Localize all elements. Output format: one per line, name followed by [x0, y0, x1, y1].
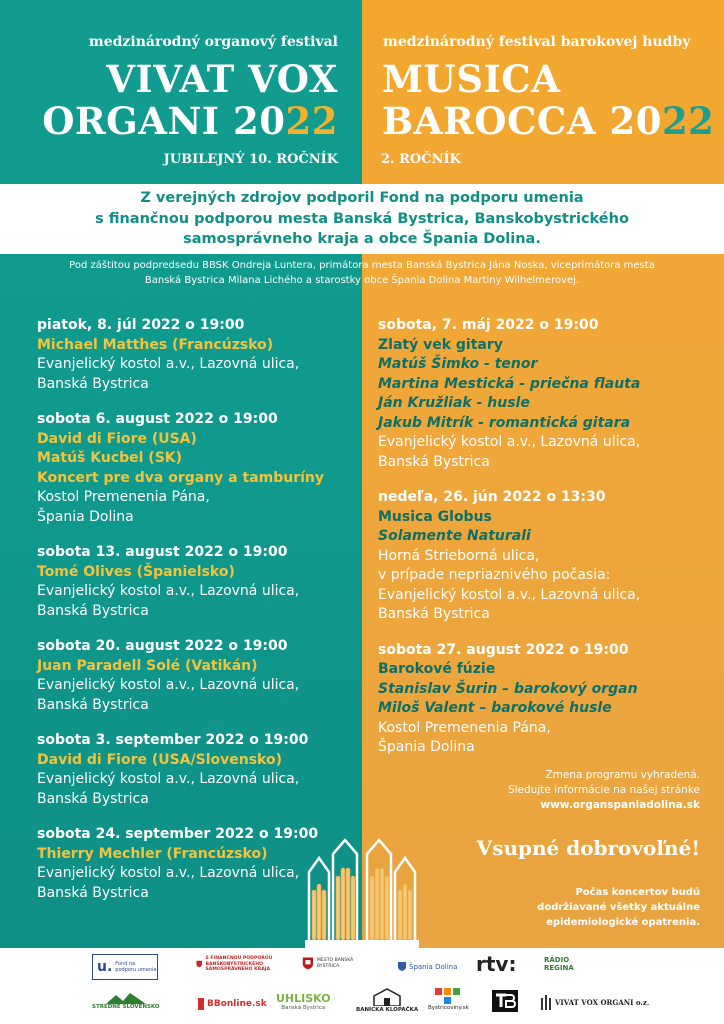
uhlisko-logo-sub: Banská Bystrica: [281, 1005, 326, 1011]
event-date: sobota 3. september 2022 o 19:00: [37, 732, 309, 748]
right-title-year-accent: 22: [661, 99, 715, 143]
left-title-line2: [42, 100, 338, 142]
building-icon: [372, 988, 402, 1006]
patronage-text: [0, 254, 724, 288]
event-venue-line: Špania Dolina: [378, 739, 475, 755]
covid-line: epidemiologické opatrenia.: [546, 917, 700, 928]
event-performer: David di Fiore (USA/Slovensko): [37, 751, 283, 768]
event-block: [378, 488, 708, 625]
klopacka-logo-text: BANÍCKA KLOPAČKA: [356, 1007, 419, 1013]
baroque-festival-program: [378, 316, 708, 774]
uhlisko-logo-text: UHLISKO: [276, 992, 331, 1005]
event-venue-line: Evanjelický kostol a.v., Lazovná ulica,: [37, 356, 300, 372]
event-venue-line: Banská Bystrica: [378, 453, 490, 470]
support-line: samosprávneho kraja a obce Špania Dolina.: [183, 231, 541, 247]
spania-logo: [398, 962, 457, 971]
bbonline-mark-icon: [198, 998, 204, 1010]
banicka-klopacka-logo: [356, 988, 418, 1013]
event-venue-line: Banská Bystrica: [37, 884, 149, 901]
vivat-vox-organi-oz-logo: [540, 994, 649, 1010]
uhlisko-logo: [276, 992, 331, 1011]
rtv-logo: [476, 952, 516, 976]
vivat-logo-text: VIVAT VOX ORGANI o.z.: [555, 997, 650, 1007]
bystricoviny-logo-text: Bystricoviny.sk: [428, 1005, 469, 1011]
event-venue-line: Kostol Premenenia Pána,: [37, 489, 210, 505]
event-venue-line: Banská Bystrica: [37, 696, 149, 713]
event-performer: Matúš Kucbel (SK): [37, 450, 183, 466]
event-performer: Matúš Šimko - tenor: [378, 356, 538, 372]
event-ensemble: Musica Globus: [378, 508, 492, 525]
covid-line: dodržiavané všetky aktuálne: [537, 902, 700, 913]
event-venue-line: Evanjelický kostol a.v., Lazovná ulica,: [37, 583, 300, 599]
patronage-line: Banská Bystrica Milana Lichého a starostky obce Špania Dolina Martiny Wilhelmerovej.: [144, 275, 580, 286]
event-block: [378, 316, 708, 472]
tb-mark-icon: [492, 990, 518, 1012]
fpu-mark-icon: u.: [97, 959, 113, 975]
event-date: piatok, 8. júl 2022 o 19:00: [37, 317, 245, 333]
squares-icon: [435, 988, 461, 1004]
spania-logo-text: Špania Dolina: [409, 962, 458, 971]
right-edition: 2. ROČNÍK: [381, 152, 461, 167]
free-entry-label: Vsupné dobrovoľné!: [476, 836, 700, 860]
event-venue-line: Banská Bystrica: [378, 606, 490, 622]
event-block: [37, 543, 367, 621]
bbsk-crest-icon: [196, 956, 202, 972]
mesto-logo-text: MESTO BANSKÁ BYSTRICA: [316, 957, 354, 969]
radio-regina-logo: [544, 956, 574, 972]
event-venue-line: Horná Strieborná ulica,: [378, 547, 540, 564]
event-ensemble: Zlatý vek gitary: [378, 336, 503, 353]
event-date: sobota 27. august 2022 o 19:00: [378, 641, 629, 658]
event-date: sobota 13. august 2022 o 19:00: [37, 544, 288, 560]
bbonline-logo-text: BBonline.sk: [207, 999, 267, 1009]
event-performer: Tomé Olives (Španielsko): [37, 563, 235, 580]
bystricoviny-logo: [428, 988, 469, 1011]
event-venue-line: Evanjelický kostol a.v., Lazovná ulica,: [378, 434, 641, 450]
event-block: [37, 316, 367, 394]
event-venue-line: Evanjelický kostol a.v., Lazovná ulica,: [37, 677, 300, 693]
event-block: [37, 731, 367, 809]
program-notice: [508, 768, 700, 813]
left-edition: JUBILEJNÝ 10. ROČNÍK: [163, 152, 338, 167]
left-title-line1: VIVAT VOX: [106, 57, 338, 101]
event-ensemble: Barokové fúzie: [378, 661, 496, 677]
right-title-line2: [382, 100, 714, 142]
right-title-line1: MUSICA: [382, 57, 561, 101]
event-venue-line: Banská Bystrica: [37, 790, 149, 807]
event-venue-line: Evanjelický kostol a.v., Lazovná ulica,: [37, 771, 300, 787]
event-date: sobota 20. august 2022 o 19:00: [37, 638, 288, 654]
notice-line: Zmena programu vyhradená.: [545, 769, 700, 781]
event-date: sobota 24. september 2022 o 19:00: [37, 826, 319, 842]
event-performer: Koncert pre dva organy a tamburíny: [37, 469, 325, 486]
event-venue-line: Špania Dolina: [37, 508, 134, 525]
event-performer: Miloš Valent – barokové husle: [378, 700, 612, 716]
fpu-logo: [92, 954, 158, 980]
patronage-line: Pod záštitou podpredsedu BBSK Ondreja Luntera, primátora mesta Banská Bystrica Jána Noska, viceprimátora mesta: [69, 260, 655, 271]
event-date: sobota 6. august 2022 o 19:00: [37, 411, 278, 427]
tb-logo: [492, 990, 518, 1012]
event-venue-line: Evanjelický kostol a.v., Lazovná ulica,: [37, 865, 300, 881]
event-venue-line: Evanjelický kostol a.v., Lazovná ulica,: [378, 586, 641, 603]
left-title-text: ORGANI 20: [42, 99, 286, 143]
sponsor-logos: [0, 948, 724, 1024]
rtv-logo-text: rtv:: [476, 952, 517, 976]
bbonline-logo: [198, 998, 267, 1010]
event-date: sobota, 7. máj 2022 o 19:00: [378, 317, 599, 333]
event-performer: Jakub Mitrík - romantická gitara: [378, 414, 631, 431]
right-festival-subtitle: medzinárodný festival barokovej hudby: [383, 34, 691, 50]
event-performer: Martina Mestická - priečna flauta: [378, 375, 641, 392]
event-venue-line: Banská Bystrica: [37, 375, 149, 392]
spania-crest-icon: [398, 962, 406, 971]
fpu-logo-text: Fond na podporu umenia: [115, 961, 157, 973]
event-venue-line: Banská Bystrica: [37, 602, 149, 619]
event-performer: Michael Matthes (Francúzsko): [37, 336, 274, 353]
event-performer: David di Fiore (USA): [37, 430, 197, 447]
mesto-logo: [302, 956, 372, 971]
event-performer: Thierry Mechler (Francúzsko): [37, 845, 268, 862]
website-link[interactable]: www.organspaniadolina.sk: [540, 799, 700, 811]
mountains-icon: [106, 992, 146, 1004]
event-performer: Stanislav Šurin – barokový organ: [378, 680, 638, 697]
organ-festival-program: [37, 316, 367, 919]
left-festival-subtitle: medzinárodný organový festival: [88, 34, 338, 50]
radio-logo-line2: REGINA: [544, 964, 574, 972]
left-title-year-accent: 22: [285, 99, 338, 143]
event-venue-line: v prípade nepriaznivého počasia:: [378, 567, 611, 583]
stredne-slovensko-logo: [92, 992, 160, 1010]
event-performer: Solamente Naturali: [378, 528, 531, 544]
bbsk-logo-text: S FINANČNOU PODPOROU BANSKOBYSTRICKÉHO SAMOSPRÁVNEHO KRAJA: [205, 956, 273, 972]
mesto-crest-icon: [302, 956, 314, 971]
event-date: nedeľa, 26. jún 2022 o 13:30: [378, 489, 606, 505]
right-title-text: BAROCCA 20: [382, 99, 662, 143]
event-performer: Ján Kružliak - husle: [378, 395, 530, 411]
stredne-logo-text: STREDNÉ SLOVENSKO: [92, 1004, 160, 1010]
covid-note: [537, 885, 700, 930]
bbsk-logo: [196, 956, 294, 973]
support-line: s finančnou podporou mesta Banská Bystrica, Banskobystrického: [95, 210, 629, 227]
covid-line: Počas koncertov budú: [575, 887, 700, 898]
support-statement: [0, 184, 724, 254]
support-line: Z verejných zdrojov podporil Fond na podporu umenia: [140, 190, 584, 206]
event-block: [37, 410, 367, 527]
event-venue-line: Kostol Premenenia Pána,: [378, 719, 551, 736]
event-performer: Juan Paradell Solé (Vatikán): [37, 657, 258, 674]
event-block: [378, 641, 708, 758]
organ-mark-icon: [540, 994, 552, 1010]
notice-line: Sledujte informácie na našej stránke: [507, 784, 700, 796]
organ-pipes-illustration: [305, 832, 419, 948]
radio-logo-line1: RÁDIO: [544, 956, 570, 964]
event-block: [37, 637, 367, 715]
